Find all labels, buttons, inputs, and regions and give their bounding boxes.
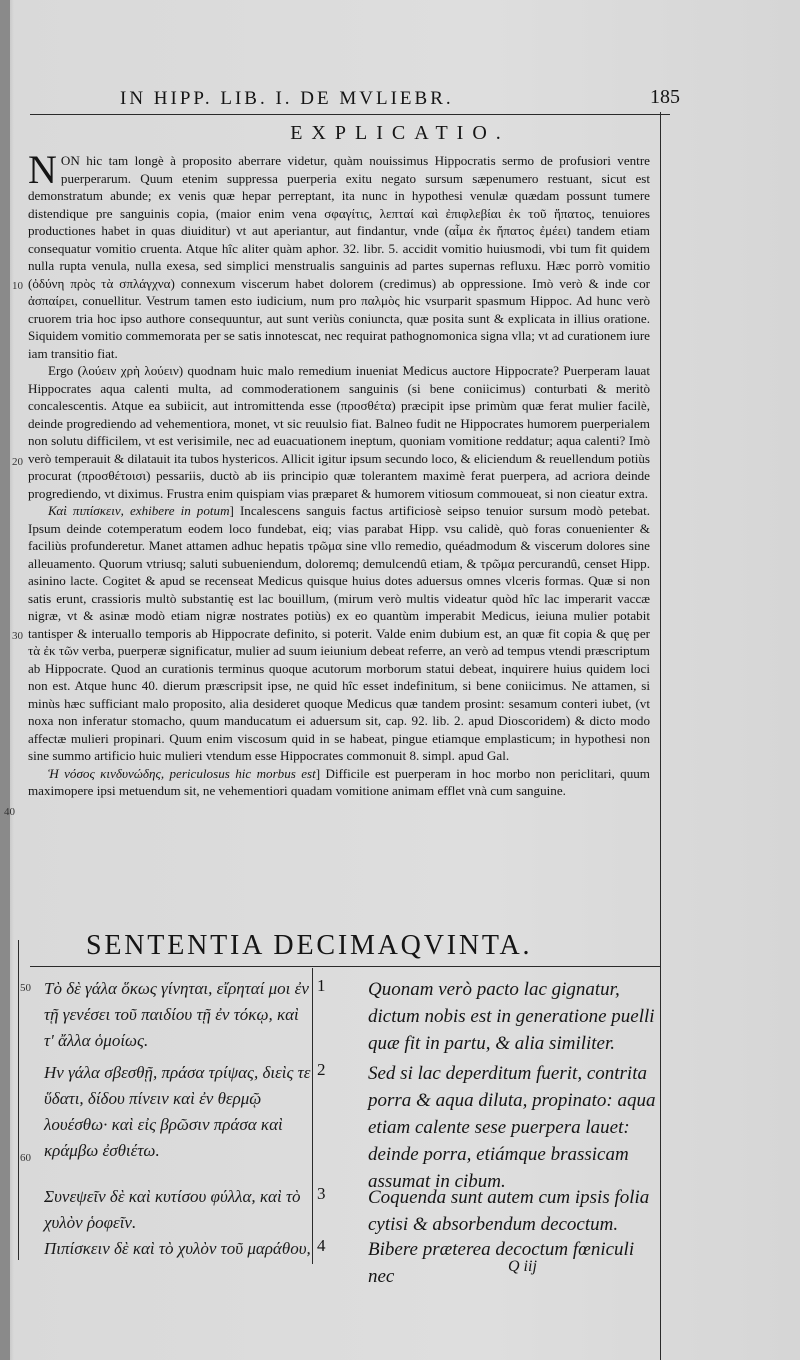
paragraph-text: Incalescens sanguis factus artificiosè seipso tenuior sursum modò petebat. Ipsum deinde cotemperatum eodem loco fundebat, eiq; vias parabat Hipp. vsu calidè, quò foras conuenienter & faciliùs profunderetur. Manet attamen adhuc hepatis τρῶμα sine vllo remedio, quéadmodum & viscerum dolores sine alleuamento. Quorum vtriusq; saluti subueniendum, doloremq; demulcendû etiam, & τρῶμα percurandû, censet Hipp. asinino lacte. Cogitet & apud se recenseat Medicus quisque huius dotes aduersus omnes vlceris formas. Quæ si non satis erunt, crassioris multò substantię est lac bouillum, (mirum verò multis videatur quòd hîc lac imperarit vaccæ nigræ, vt & asinæ modò etiam nigræ nostrates potiùs) ex eo quantùm imperabit Medicus, ieiuna mulier potabit tantisper & interuallo temporis ab Hippocrate definito, si poterit. Valde enim dubium est, an quæ fit copia & quę per τὰ ἐκ τῶν verba, puerperæ significatur, mulier ad suum ieiunium debeat referre, an verò ad tempus vtendi præscriptum ab Hippocrate. Quod an curationis terminus quoque acutorum morborum statui debeat, inquirere huius quidem loci non est. Atque hunc 40. dierum præscripsit ipse, ne quid hîc esset indefinitum, si bene coniicimus. Ne attamen, si minùs hæc sufficiant malo proposito, alia desideret quoque Medicus quæ tandem prosint: sesamum conteri iubet, (vt noxa non inferatur stomacho, quum manducatum ei aduersum sit, cap. 92. lib. 2. apud Dioscoridem) & dicto modo affectæ mulieri propinari. Quum enim viscosum quid in se habeat, pingue etiamque emplasticum; in hypothesi non sine summo artificio huic mulieri vtendum esse Hippocrates commonuit 8. simpl. apud Gal. (28, 503, 650, 763)
line-number: 60 (20, 1152, 31, 1164)
lemma: Καὶ πιπίσκειν, exhibere in potum (48, 503, 230, 518)
running-title: IN HIPP. LIB. I. DE MVLIEBR. (120, 88, 454, 109)
book-spine (0, 0, 10, 1360)
paragraph: Καὶ πιπίσκειν, exhibere in potum] Incalescens sanguis factus artificiosè seipso tenuior sursum modò petebat. Ipsum deinde cotemperatum eodem loco fundebat, eiq; vias parabat Hipp. vsu calidè, quò foras conuenienter & faciliùs profunderetur. Manet attamen adhuc hepatis τρῶμα sine vllo remedio, quéadmodum & viscerum dolores sine alleuamento. Quorum vtriusq; saluti subueniendum, doloremq; demulcendû etiam, & τρῶμα percurandû, censet Hipp. asinino lacte. Cogitet & apud se recenseat Medicus quisque huius dotes aduersus omnes vlceris formas. Quæ si non satis erunt, crassioris multò substantię est lac bouillum, (mirum verò multis videatur quòd hîc lac imperarit vaccæ nigræ, vt & asinæ modò etiam nigræ nostrates potiùs) ex eo quantùm imperabit Medicus, ieiuna mulier potabit tantisper & interuallo temporis ab Hippocrate definito, si poterit. Valde enim dubium est, an quæ fit copia & quę per τὰ ἐκ τῶν verba, puerperæ significatur, mulier ad suum ieiunium debeat referre, an verò ad tempus vtendi præscriptum ab Hippocrate. Quod an curationis terminus quoque acutorum morborum statui debeat, inquirere huius quidem loci non est. Atque hunc 40. dierum præscripsit ipse, ne quid hîc esset indefinitum, si bene coniicimus. Ne attamen, si minùs hæc sufficiant malo proposito, alia desideret quoque Medicus quæ tandem prosint: sesamum conteri iubet, (vt noxa non inferatur stomacho, quum manducatum ei aduersum sit, cap. 92. lib. 2. apud Dioscoridem) & dicto modo affectæ mulieri propinari. Quum enim viscosum quid in se habeat, pingue etiamque emplasticum; in hypothesi non sine summo artificio huic mulieri vtendum esse Hippocrates commonuit 8. simpl. apud Gal. (28, 503, 650, 763)
page-number: 185 (650, 86, 680, 108)
verse-number: 4 (317, 1236, 326, 1255)
explicatio-heading: EXPLICATIO. (290, 122, 510, 144)
sententia-heading: SENTENTIA DECIMAQVINTA. (86, 930, 533, 961)
header-rule (30, 114, 670, 115)
greek-text: Συνεψεῖν δὲ καὶ κυτίσου φύλλα, καὶ τὸ χυλὸν ῥοφεῖν. (44, 1187, 301, 1232)
latin-text: Quonam verò pacto lac gignatur, dictum nobis est in generatione puelli quæ fit in partu, & alia similiter. (368, 979, 655, 1054)
line-number: 40 (4, 806, 15, 818)
verse-number: 2 (317, 1060, 326, 1079)
greek-text: Ην γάλα σβεσθῇ, πράσα τρίψας, διεὶς τε ὕδατι, δίδου πίνειν καὶ ἐν θερμῷ λουέσθω· καὶ εἰς βρῶσιν πράσα καὶ κράμβω ἐσθιέτω. (44, 1063, 311, 1160)
greek-text: Πιπίσκειν δὲ καὶ τὸ χυλὸν τοῦ μαράθου, (44, 1239, 311, 1258)
latin-text: Sed si lac deperditum fuerit, contrita porra & aqua diluta, propinato: aqua etiam calente sese puerpera lauet: deinde porra, etiámque brassicam assumat in cibum. (368, 1063, 656, 1192)
paragraph: Ergo (λούειν χρὴ λούειν) quodnam huic malo remedium inueniat Medicus auctore Hippocrate? Puerperam lauat Hippocrates aqua calenti multa, ad commoderationem sanguinis (si bene coniicimus) conturbati & meritò concalescentis. Atque ea subiicit, aut intromittenda esse (προσθέτα) præcipit ipse primùm quæ ferat mulier facilè, deinde progrediendo ad vehementiora, monet, vt sic reuulsio fiat. Balneo fudit ne Hippocrates humorem puerperialem non solutu difficilem, vt est verisimile, nec ad euacuationem ineptum, quoniam vomitione reddatur; aqua calenti? Imò verò temperauit & dilatauit ita tubos hystericos. Allicit igitur ipsum secundo loco, & eliciendum & reuellendum potiùs procurat (προσθέτοισι) pessariis, ductò ab iis principio quæ tolerantem maximè ferat puerpera, ad acriora deinde progrediendo, vt diximus. Frustra enim quispiam vias præparet & humorem vitiosum commoueat, si non cieatur extra. (28, 363, 650, 501)
signature-mark: Q iij (508, 1258, 537, 1275)
paragraph-text: Difficile est puerperam in hoc morbo non periclitari, quum maximopere ipsi metuendum sit, ne vehementiori quadam vomitione animam efflet vnà cum sanguine. (28, 765, 650, 798)
line-number: 50 (20, 982, 31, 994)
paragraph-text: ON hic tam longè à proposito aberrare videtur, quàm nouissimus Hippocratis sermo de profusiori ventre puerperarum. Quum etenim suppressa puerperia exitu negato sursum sæpenumero restuant, sicut est demonstratum abunde; ex venis quæ hepar perreptant, ita nunc in hypothesi venulæ quædam possunt tumere distendique pre sanguinis copia, (maior enim vena σφαγίτις, λεπταί καὶ ἐπιφλεβίαι ἐκ τοῦ ἥπατος, tenuiores productiones habet in quas diuiditur) vt aut aperiantur, aut findantur, vnde (αἷμα ἐκ ἥπατος ἐμέει) tandem etiam consequatur vomitio cruenta. Atque hîc aliter quàm aphor. 32. libr. 5. accidit vomitio huiusmodi, vbi tum fit quidem nulla rupta venula, nulla exesa, sed simplici menstrualis sanguinis ad partes supernas refluxu. Hæc porrò vomitio (ὀδύνη πρὸς τὰ σπλάγχνα) connexum viscerum habet dolorem (credimus) ab oppressione. Imò verò & inde cor ἀσπαίρει, conuellitur. Vestrum tamen esto iudicium, num pro παλμὸς hic vsurparit spasmum Hippoc. Ad hunc verò cruorem tria hoc ipso authore consequuntur, aut sunt veriùs coniuncta, quæ posita sunt & explicata in illius oratione. Siquidem vomitio commemorata per se satis innotescat, nec requirat pathognomonica signa vlla; vt ad curationem iure iam transitio fiat. (28, 153, 650, 361)
running-header (120, 88, 680, 112)
latin-text: Bibere præterea decoctum fœniculi nec (368, 1239, 635, 1287)
left-margin-rule (18, 940, 19, 1260)
greek-text: Τὸ δὲ γάλα ὅκως γίνηται, εἴρηταί μοι ἐν τῇ γενέσει τοῦ παιδίου τῇ ἐν τόκῳ, καὶ τ' ἄλλα ὁμοίως. (44, 979, 309, 1050)
commentary-body (28, 147, 650, 800)
lemma: Ἡ νόσος κινδυνώδης, periculosus hic morbus est (48, 765, 316, 781)
verse-number: 3 (317, 1184, 326, 1203)
line-number: 30 (12, 630, 23, 642)
verse-number: 1 (317, 976, 326, 995)
line-number: 20 (12, 456, 23, 468)
latin-text: Coquenda sunt autem cum ipsis folia cytisi & absorbendum decoctum. (368, 1187, 650, 1235)
right-column-rule (660, 112, 661, 1360)
paragraph: Ἡ νόσος κινδυνώδης, periculosus hic morbus est] Difficile est puerperam in hoc morbo non periclitari, quum maximopere ipsi metuendum sit, ne vehementiori quadam vomitione animam efflet vnà cum sanguine. (28, 765, 650, 798)
drop-capital: N (28, 147, 57, 192)
paragraph (28, 147, 650, 362)
line-number: 10 (12, 280, 23, 292)
section-rule (30, 966, 660, 967)
center-column-rule (312, 968, 313, 1264)
